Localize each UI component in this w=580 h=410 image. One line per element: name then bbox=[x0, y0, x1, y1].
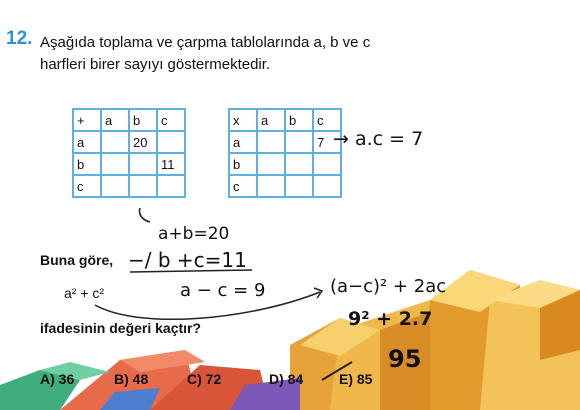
table-cell: b bbox=[229, 153, 257, 175]
table-cell: a bbox=[257, 109, 285, 131]
expression: a² + c² bbox=[64, 285, 105, 301]
question-line-1: Aşağıda toplama ve çarpma tablolarında a, b ve c bbox=[40, 34, 371, 51]
option-a[interactable]: A) 36 bbox=[40, 371, 75, 387]
question-prompt: ifadesinin değeri kaçtır? bbox=[40, 320, 202, 336]
handwritten-a-minus-c: a − c = 9 bbox=[180, 280, 266, 301]
question-number: 12. bbox=[6, 28, 33, 49]
handwritten-answer: 95 bbox=[388, 345, 422, 373]
option-b[interactable]: B) 48 bbox=[114, 371, 149, 387]
table-cell: 11 bbox=[157, 153, 185, 175]
handwritten-bc: −/ b +c=11 bbox=[128, 248, 247, 272]
option-d[interactable]: D) 84 bbox=[269, 371, 304, 387]
option-e[interactable]: E) 85 bbox=[339, 371, 373, 387]
table-cell: b bbox=[129, 109, 157, 131]
table-cell: a bbox=[101, 109, 129, 131]
table-cell: c bbox=[157, 109, 185, 131]
table-cell: a bbox=[229, 131, 257, 153]
handwritten-substitution: 9² + 2.7 bbox=[348, 308, 433, 330]
handwritten-ac: → a.c = 7 bbox=[333, 128, 424, 150]
question-line-2: harfleri birer sayıyı göstermektedir. bbox=[40, 56, 271, 73]
table-cell: x bbox=[229, 109, 257, 131]
buna-gore-label: Buna göre, bbox=[40, 252, 114, 268]
table-cell: 20 bbox=[129, 131, 157, 153]
table-cell: b bbox=[73, 153, 101, 175]
table-cell: b bbox=[285, 109, 313, 131]
table-cell: c bbox=[229, 175, 257, 197]
table-cell: a bbox=[73, 131, 101, 153]
handwritten-ab: a+b=20 bbox=[158, 224, 230, 244]
option-c[interactable]: C) 72 bbox=[187, 371, 222, 387]
table-cell: c bbox=[73, 175, 101, 197]
table-cell: 7 bbox=[313, 131, 341, 153]
table-cell: c bbox=[313, 109, 341, 131]
table-cell: + bbox=[73, 109, 101, 131]
handwritten-formula: (a−c)² + 2ac bbox=[330, 276, 447, 297]
